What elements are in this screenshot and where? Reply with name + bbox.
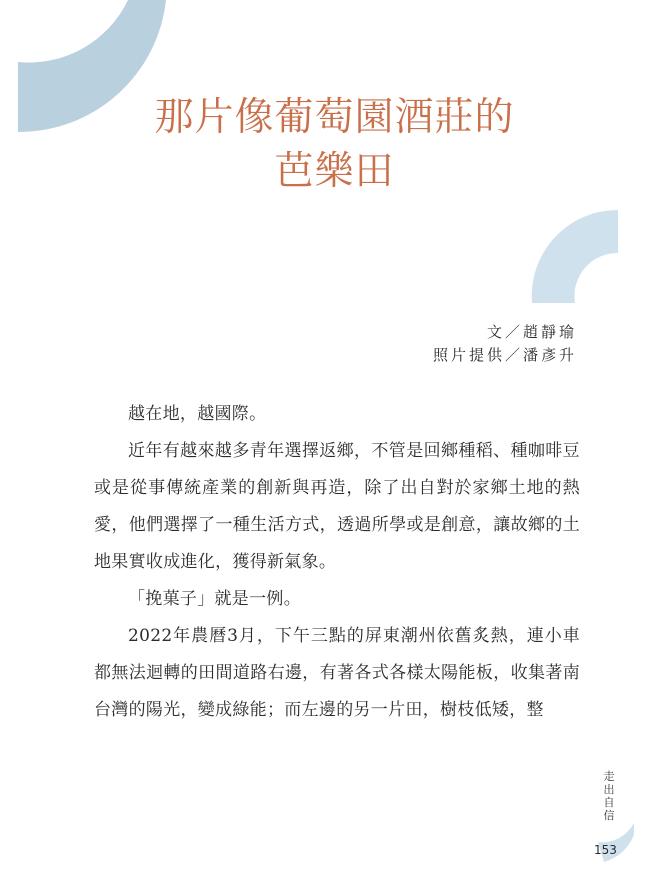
paragraph: 2022年農曆3月，下午三點的屏東潮州依舊炙熱，連小車都無法迴轉的田間道路右邊，有著各式各樣太陽能板，收集著南台灣的陽光，變成綠能；而左邊的另一片田，樹枝低矮，整 — [94, 626, 580, 720]
paragraph: 近年有越來越多青年選擇返鄉，不管是回鄉種稻、種咖啡豆或是從事傳統產業的創新與再造，除了出自對於家鄉土地的熱愛，他們選擇了一種生活方式，透過所學或是創意，讓故鄉的土地果實收成進化，獲得新氣象。 — [94, 441, 580, 572]
section-label: 走出自信 — [603, 770, 615, 822]
right-arc — [532, 210, 618, 303]
photo-credit: 照片提供／潘彥升 — [432, 346, 577, 364]
page-number: 153 — [594, 843, 617, 857]
paragraph: 「挽菓子」就是一例。 — [128, 589, 301, 609]
article-body — [94, 396, 580, 729]
article-title-line-1: 那片像葡萄園酒莊的 — [154, 95, 515, 140]
article-title-line-2: 芭樂田 — [274, 149, 395, 194]
author-byline: 文／趙靜瑜 — [486, 323, 577, 341]
paragraph: 越在地，越國際。 — [128, 404, 267, 424]
